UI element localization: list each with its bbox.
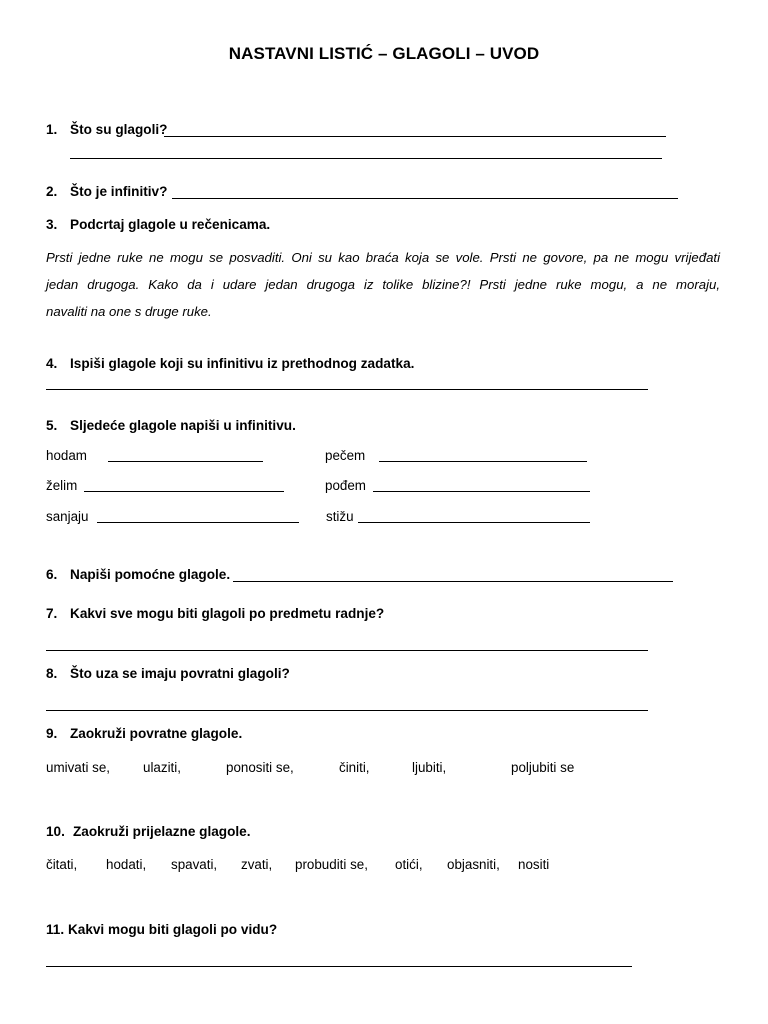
- question-1: [46, 122, 167, 137]
- exercise-paragraph: [46, 244, 720, 325]
- question-9: [46, 726, 242, 741]
- verb-option[interactable]: otići,: [395, 857, 423, 872]
- answer-line-8[interactable]: [46, 710, 648, 711]
- question-1-number: 1.: [46, 122, 58, 137]
- verb-zelim: želim: [46, 478, 78, 493]
- answer-line-pecem[interactable]: [379, 461, 587, 462]
- verb-option[interactable]: objasniti,: [447, 857, 500, 872]
- question-8: [46, 666, 290, 681]
- question-8-number: 8.: [46, 666, 58, 681]
- verb-option[interactable]: nositi: [518, 857, 550, 872]
- question-5-text: Sljedeće glagole napiši u infinitivu.: [70, 418, 296, 433]
- verb-pecem: pečem: [325, 448, 366, 463]
- question-3-text: Podcrtaj glagole u rečenicama.: [70, 217, 271, 232]
- verb-option[interactable]: umivati se,: [46, 760, 110, 775]
- paragraph-line: jedan drugoga. Kako da i udare jedan drugoga iz tolike blizine?! Prsti jedne ruke mogu, a ne moraju,: [46, 277, 720, 292]
- verb-option[interactable]: hodati,: [106, 857, 147, 872]
- answer-line-2[interactable]: [172, 198, 678, 199]
- question-7-number: 7.: [46, 606, 58, 621]
- question-9-number: 9.: [46, 726, 58, 741]
- page-title: NASTAVNI LISTIĆ – GLAGOLI – UVOD: [228, 44, 540, 63]
- verb-hodam: hodam: [46, 448, 87, 463]
- question-11-number: 11.: [46, 922, 65, 937]
- question-5-number: 5.: [46, 418, 58, 433]
- question-2-text: Što je infinitiv?: [70, 184, 168, 199]
- answer-line-6[interactable]: [233, 581, 673, 582]
- answer-line-sanjaju[interactable]: [97, 522, 299, 523]
- verb-option[interactable]: ljubiti,: [412, 760, 447, 775]
- answer-line-stizu[interactable]: [358, 522, 590, 523]
- verb-option[interactable]: činiti,: [339, 760, 370, 775]
- question-11: [46, 922, 277, 937]
- paragraph-line: navaliti na one s druge ruke.: [46, 304, 212, 319]
- question-4: [46, 356, 414, 371]
- question-10-number: 10.: [46, 824, 65, 839]
- verb-option[interactable]: ponositi se,: [226, 760, 294, 775]
- question-1-text: Što su glagoli?: [70, 122, 168, 137]
- verb-sanjaju: sanjaju: [46, 509, 89, 524]
- question-6-text: Napiši pomoćne glagole.: [70, 567, 231, 582]
- answer-line-1a[interactable]: [164, 136, 666, 137]
- question-6: [46, 567, 230, 582]
- question-8-text: Što uza se imaju povratni glagoli?: [70, 666, 290, 681]
- verb-option[interactable]: probuditi se,: [295, 857, 368, 872]
- question-2-number: 2.: [46, 184, 58, 199]
- question-2: [46, 184, 167, 199]
- question-3-number: 3.: [46, 217, 58, 232]
- answer-line-podem[interactable]: [373, 491, 590, 492]
- question-7-text: Kakvi sve mogu biti glagoli po predmetu radnje?: [70, 606, 385, 621]
- question-7: [46, 606, 384, 621]
- verb-option[interactable]: poljubiti se: [511, 760, 575, 775]
- question-10: [46, 824, 251, 839]
- paragraph-line: Prsti jedne ruke ne mogu se posvaditi. Oni su kao braća koja se vole. Prsti ne govore, pa ne mogu vrijeđati: [46, 250, 720, 265]
- question-4-text: Ispiši glagole koji su infinitivu iz prethodnog zadatka.: [70, 356, 415, 371]
- question-11-text: Kakvi mogu biti glagoli po vidu?: [67, 922, 278, 937]
- verb-option[interactable]: ulaziti,: [143, 760, 181, 775]
- question-9-text: Zaokruži povratne glagole.: [70, 726, 243, 741]
- question-6-number: 6.: [46, 567, 58, 582]
- answer-line-7[interactable]: [46, 650, 648, 651]
- answer-line-zelim[interactable]: [84, 491, 284, 492]
- question-3: [46, 217, 270, 232]
- question-4-number: 4.: [46, 356, 58, 371]
- answer-line-4[interactable]: [46, 389, 648, 390]
- verb-podem: pođem: [325, 478, 366, 493]
- answer-line-hodam[interactable]: [108, 461, 263, 462]
- answer-line-1b[interactable]: [70, 158, 662, 159]
- verb-stizu: stižu: [326, 509, 354, 524]
- answer-line-11[interactable]: [46, 966, 632, 967]
- verb-option[interactable]: zvati,: [241, 857, 273, 872]
- question-5: [46, 418, 296, 433]
- verb-option[interactable]: čitati,: [46, 857, 78, 872]
- question-10-text: Zaokruži prijelazne glagole.: [73, 824, 251, 839]
- verb-option[interactable]: spavati,: [171, 857, 218, 872]
